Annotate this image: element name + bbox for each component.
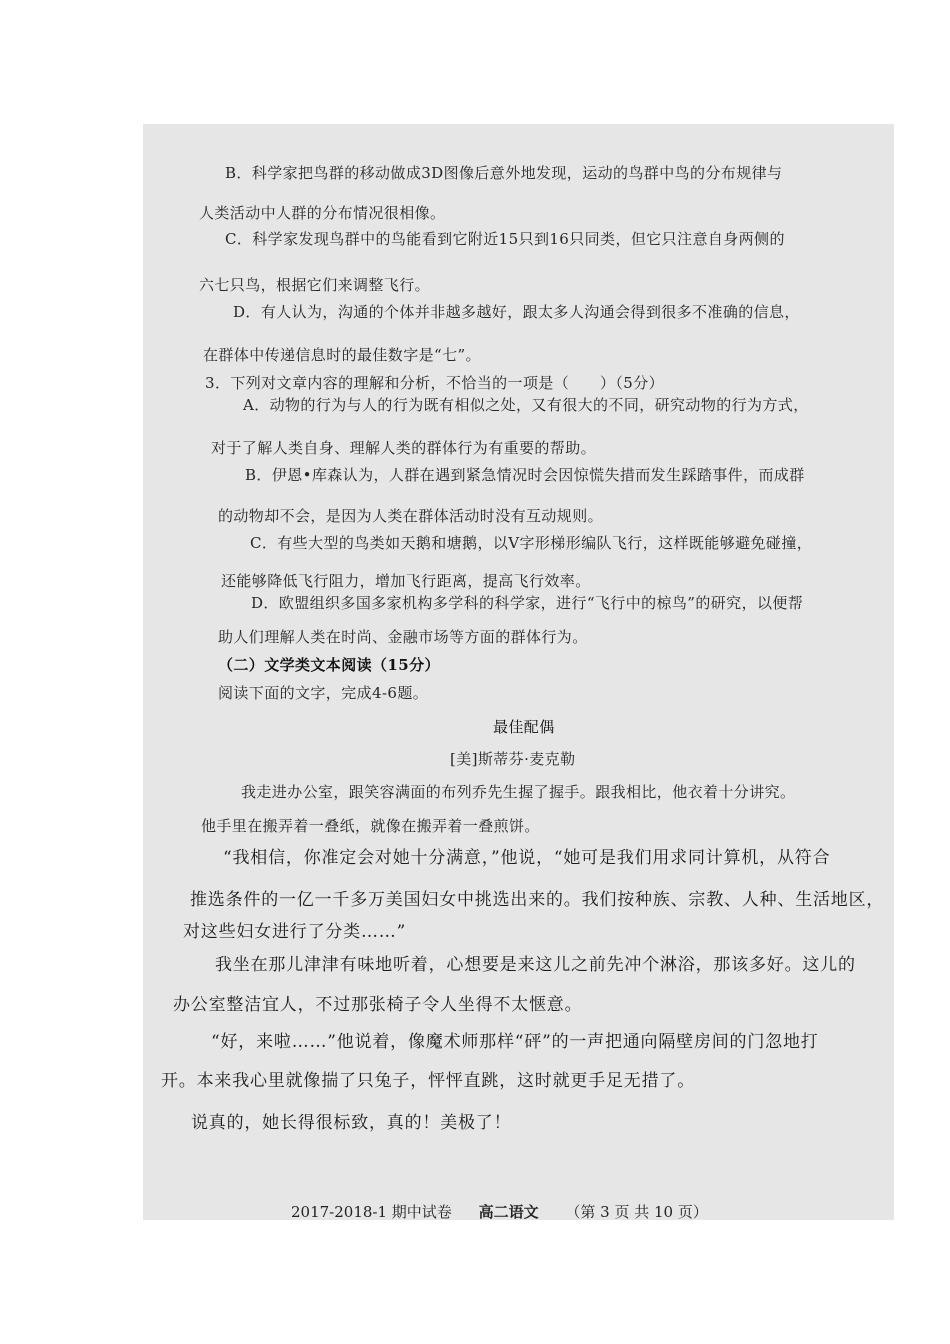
q3-option-d-line1: D．欧盟组织多国多家机构多学科的科学家，进行“飞行中的椋鸟”的研究，以便帮 xyxy=(251,594,804,612)
story-p1-line1: 我走进办公室，跟笑容满面的布列乔先生握了握手。跟我相比，他衣着十分讲究。 xyxy=(241,783,796,801)
q2-option-b-line1: B．科学家把鸟群的移动做成3D图像后意外地发现，运动的鸟群中鸟的分布规律与 xyxy=(225,164,783,182)
section2-heading: （二）文学类文本阅读（15分） xyxy=(218,656,440,674)
q3-option-b-line1: B．伊恩•库森认为，人群在遇到紧急情况时会因惊慌失措而发生踩踏事件，而成群 xyxy=(245,466,805,484)
q2-option-d-line1: D．有人认为，沟通的个体并非越多越好，跟太多人沟通会得到很多不准确的信息， xyxy=(233,303,800,321)
story-p1-line2: 他手里在搬弄着一叠纸，就像在搬弄着一叠煎饼。 xyxy=(201,817,540,835)
story-p3-line1: 我坐在那儿津津有味地听着，心想要是来这儿之前先冲个淋浴，那该多好。这儿的 xyxy=(215,955,856,975)
q2-option-c-line2: 六七只鸟，根据它们来调整飞行。 xyxy=(199,276,431,294)
story-p4-line2: 开。本来我心里就像揣了只兔子，怦怦直跳，这时就更手足无措了。 xyxy=(161,1071,695,1091)
story-author: [美]斯蒂芬·麦克勒 xyxy=(450,750,576,768)
footer-exam: 2017-2018-1 期中试卷 xyxy=(291,1203,452,1220)
q3-option-a-line2: 对于了解人类自身、理解人类的群体行为有重要的帮助。 xyxy=(211,439,597,457)
story-p2-line1: “我相信，你准定会对她十分满意，”他说，“她可是我们用求同计算机，从符合 xyxy=(223,848,831,868)
q3-stem: 3．下列对文章内容的理解和分析，不恰当的一项是（ ）（5分） xyxy=(205,374,664,392)
q2-option-d-line2: 在群体中传递信息时的最佳数字是“七”。 xyxy=(203,346,481,364)
section2-instruction: 阅读下面的文字，完成4-6题。 xyxy=(218,684,429,702)
story-title: 最佳配偶 xyxy=(493,718,555,736)
story-p2-line2: 推选条件的一亿一千多万美国妇女中挑选出来的。我们按种族、宗教、人种、生活地区， xyxy=(190,890,885,910)
story-p2-line3: 对这些妇女进行了分类……” xyxy=(183,922,407,942)
page-footer xyxy=(291,1201,730,1220)
q3-option-a-line1: A．动物的行为与人的行为既有相似之处，又有很大的不同，研究动物的行为方式， xyxy=(243,396,809,414)
q2-option-b-line2: 人类活动中人群的分布情况很相像。 xyxy=(199,204,446,222)
footer-subject: 高二语文 xyxy=(478,1203,539,1220)
story-p5-line1: 说真的，她长得很标致，真的！美极了！ xyxy=(191,1113,512,1133)
q3-option-d-line2: 助人们理解人类在时尚、金融市场等方面的群体行为。 xyxy=(218,628,588,646)
q2-option-c-line1: C．科学家发现鸟群中的鸟能看到它附近15只到16只同类，但它只注意自身两侧的 xyxy=(225,230,785,248)
q3-option-c-line1: C．有些大型的鸟类如天鹅和塘鹅，以V字形梯形编队飞行，这样既能够避免碰撞， xyxy=(250,534,813,552)
footer-page-info: （第 3 页 共 10 页） xyxy=(565,1203,708,1220)
q3-option-c-line2: 还能够降低飞行阻力，增加飞行距离，提高飞行效率。 xyxy=(221,572,591,590)
q3-option-b-line2: 的动物却不会，是因为人类在群体活动时没有互动规则。 xyxy=(218,507,604,525)
story-p3-line2: 办公室整洁宜人，不过那张椅子令人坐得不太惬意。 xyxy=(173,995,583,1015)
scanned-page xyxy=(143,124,894,1220)
story-p4-line1: “好，来啦……”他说着，像魔术师那样“砰”的一声把通向隔壁房间的门忽地打 xyxy=(211,1032,819,1052)
